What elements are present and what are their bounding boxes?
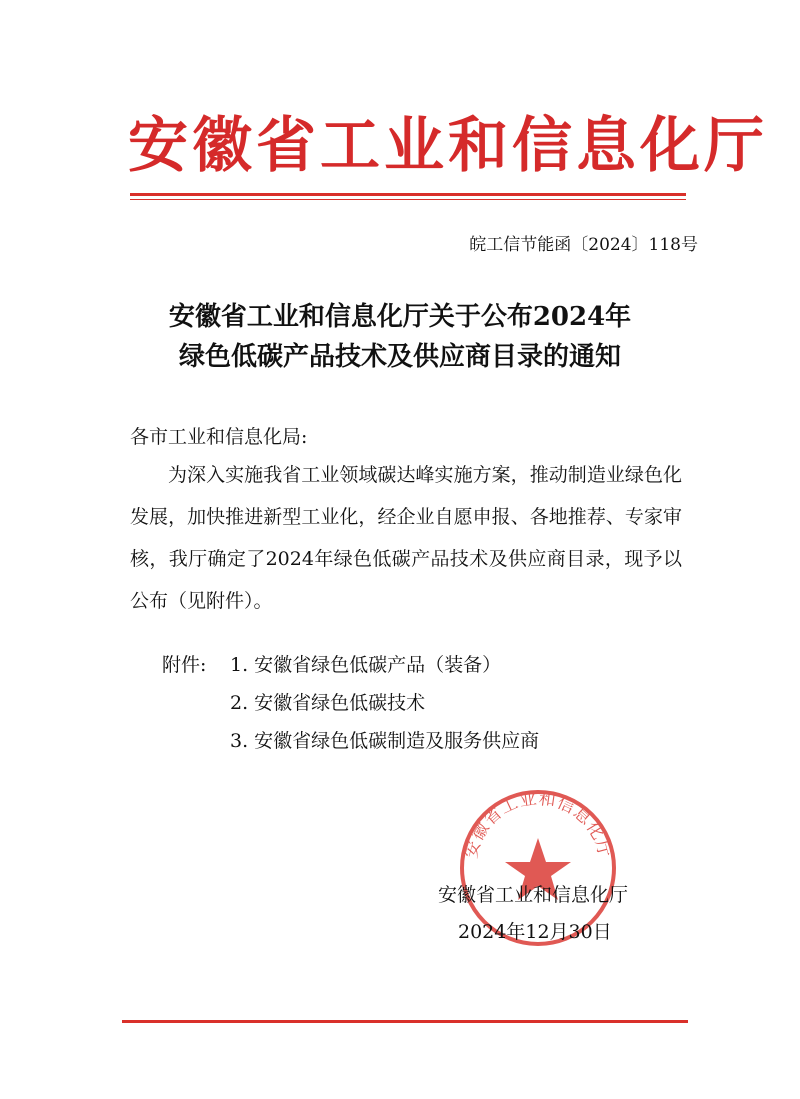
masthead-divider-thin: [130, 199, 686, 200]
attachments-label: 附件:: [162, 654, 207, 676]
seal-text: 安徽省工业和信息化厅: [461, 788, 615, 861]
document-number: 皖工信节能函〔2024〕118号: [469, 235, 698, 255]
body-paragraph: 为深入实施我省工业领域碳达峰实施方案，推动制造业绿色化发展，加快推进新型工业化，经企业自愿申报、各地推荐、专家审核，我厅确定了2024年绿色低碳产品技术及供应商目录，现予以公布（见附件）。: [130, 464, 682, 612]
attachment-item: 3. 安徽省绿色低碳制造及服务供应商: [230, 730, 540, 752]
footer-divider: [122, 1020, 688, 1023]
salutation: 各市工业和信息化局:: [130, 426, 308, 448]
masthead-divider: [130, 193, 686, 196]
issue-date: 2024年12月30日: [458, 921, 612, 943]
attachment-item: 1. 安徽省绿色低碳产品（装备）: [230, 654, 502, 676]
document-title-line-1: 安徽省工业和信息化厅关于公布2024年: [168, 302, 632, 332]
masthead-title: 安徽省工业和信息化厅: [128, 111, 768, 181]
document-title-line-2: 绿色低碳产品技术及供应商目录的通知: [178, 342, 621, 372]
issuer-signature: 安徽省工业和信息化厅: [438, 884, 629, 906]
attachment-item: 2. 安徽省绿色低碳技术: [230, 692, 426, 714]
